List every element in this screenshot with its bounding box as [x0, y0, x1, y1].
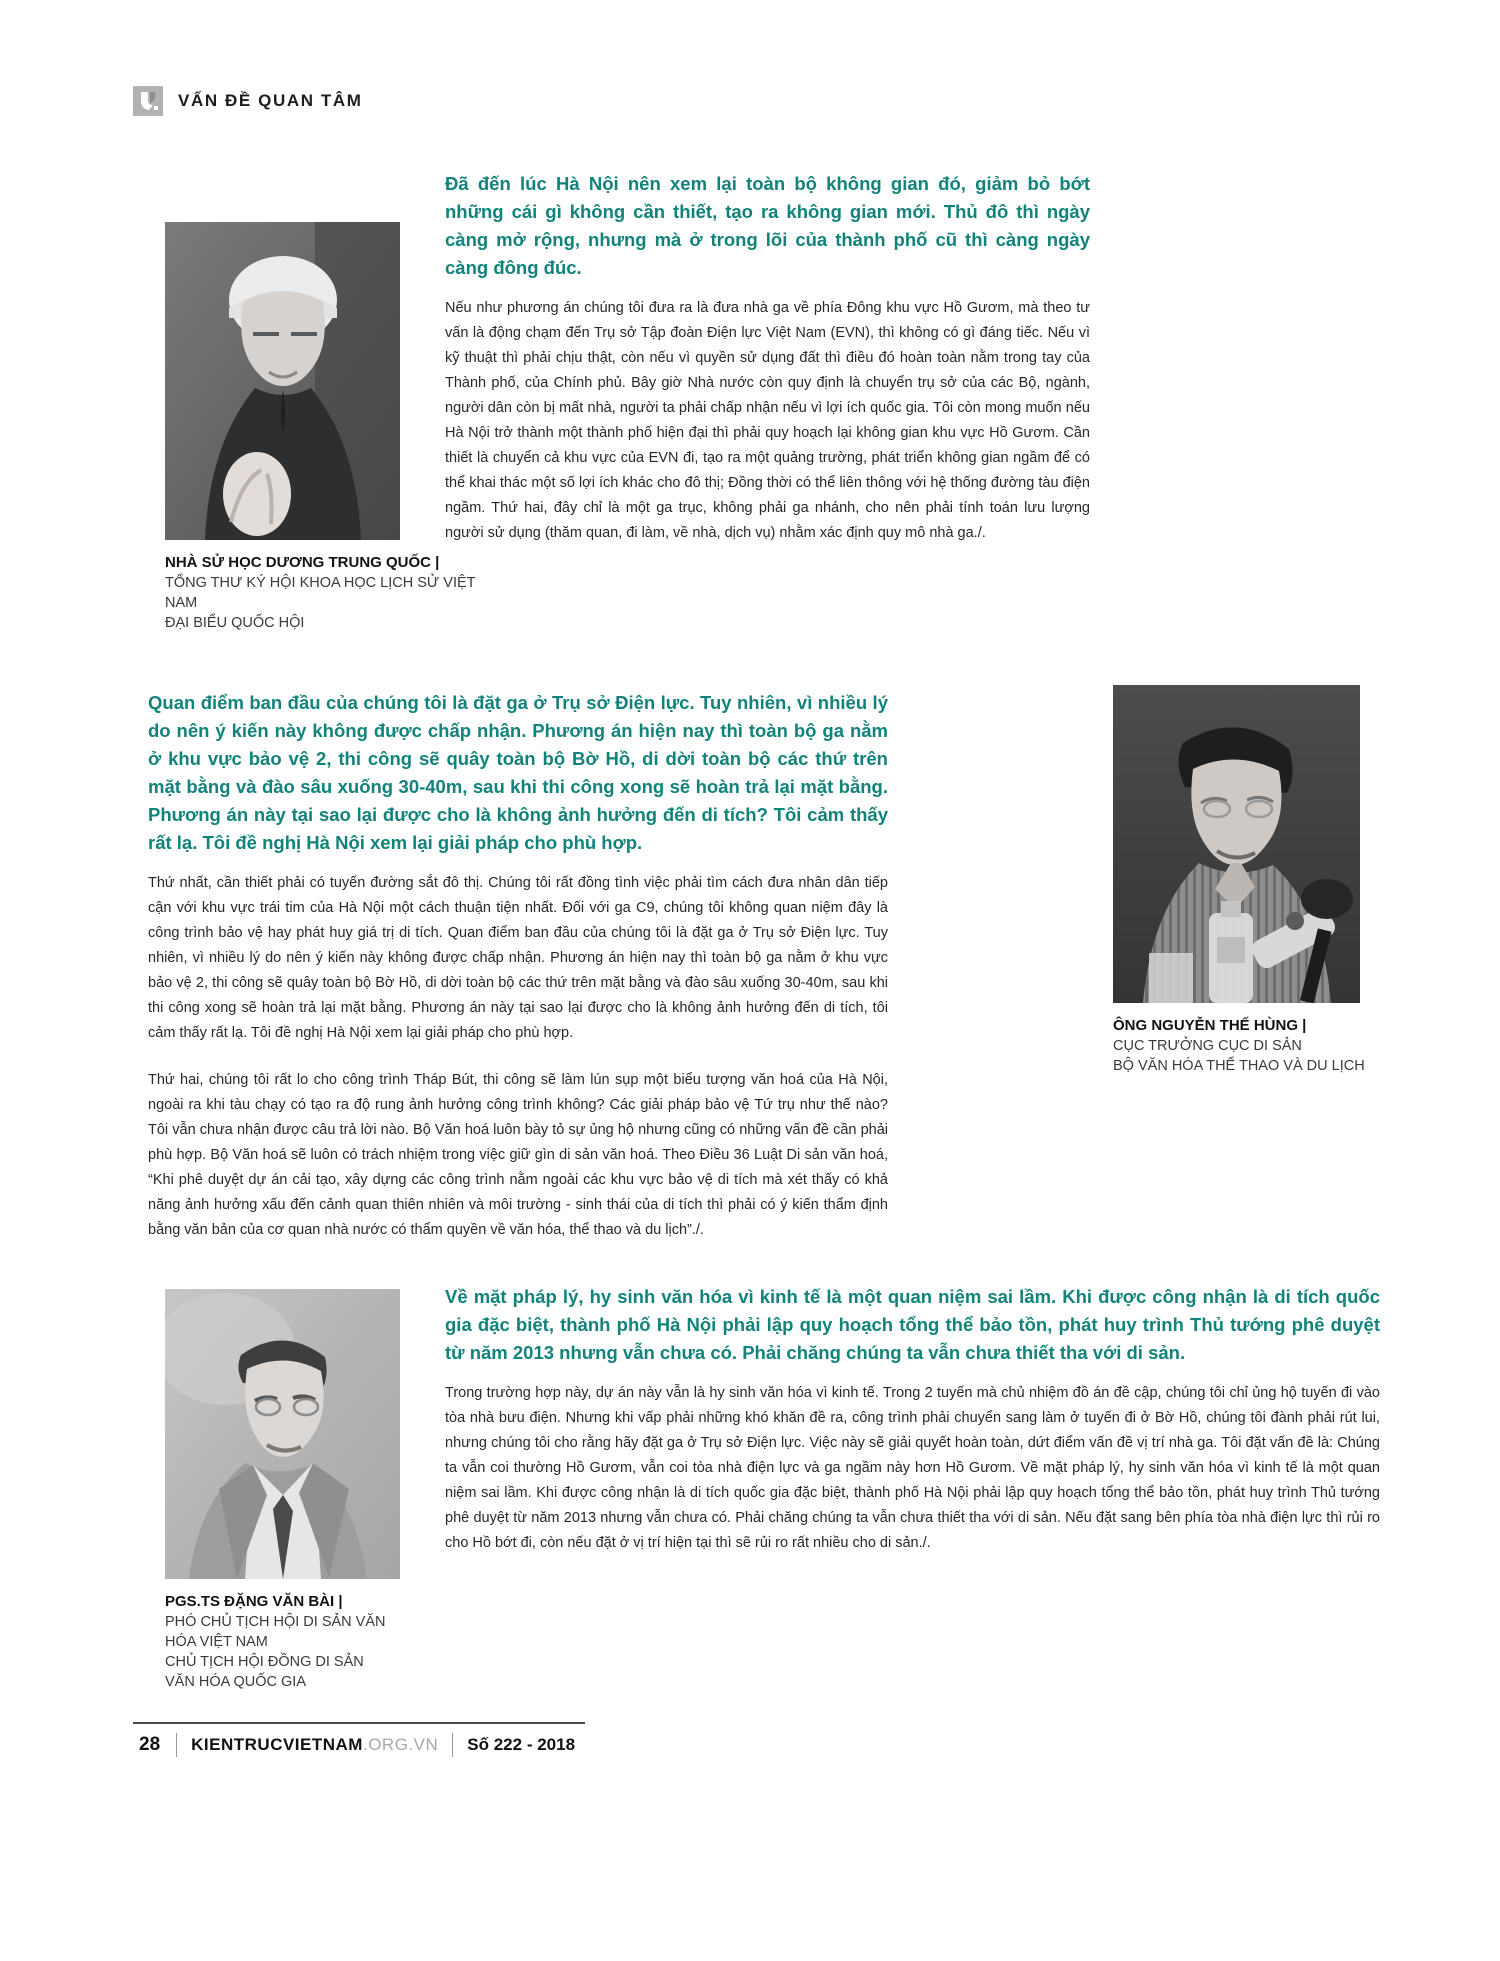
body-paragraph: Thứ nhất, cần thiết phải có tuyến đường sắt đô thị. Chúng tôi rất đồng tình việc phải tìm cách đưa nhân dân tiếp cận với khu vực trái tim của Hà Nội một cách thuận tiện nhất. Đối với ga C9, chúng tôi không quan niệm đây là công trình bảo vệ hay phát huy giá trị di tích. Quan điểm ban đầu của chúng tôi là đặt ga ở Trụ sở Điện lực. Tuy nhiên, vì nhiều lý do nên ý kiến này không được chấp nhận. Phương án hiện nay thì toàn bộ ga nằm ở khu vực bảo vệ 2, thi công sẽ quây toàn bộ Bờ Hồ, di dời toàn bộ các thứ trên mặt bằng và đào sâu xuống 30-40m, sau khi thi công xong sẽ hoàn trả lại mặt bằng. Phương án này tại sao lại được cho là không ảnh hưởng đến di tích, tôi cảm thấy rất lạ. Tôi đề nghị Hà Nội xem lại giải pháp cho phù hợp. — [148, 875, 888, 1041]
caption-role: CỤC TRƯỞNG CỤC DI SẢN — [1113, 1038, 1302, 1054]
body-paragraph: Nếu như phương án chúng tôi đưa ra là đưa nhà ga về phía Đông khu vực Hồ Gươm, mà theo tư vấn là động chạm đến Trụ sở Tập đoàn Điện lực Việt Nam (EVN), thì không có gì đáng tiếc. Nếu vì kỹ thuật thì phải chịu thật, còn nếu vì quyền sử dụng đất thì điều đó hoàn toàn nằm trong tay của Thành phố, của Chính phủ. Bây giờ Nhà nước còn quy định là chuyển trụ sở của các Bộ, ngành, người dân còn bị mất nhà, người ta phải chấp nhận nếu vì lợi ích quốc gia. Tôi còn mong muốn nếu Hà Nội trở thành một thành phố hiện đại thì phải quy hoạch lại không gian khu vực Hồ Gươm. Cần thiết là chuyển cả khu vực của EVN đi, tạo ra một quảng trường, phát triển không gian ngầm để có thể khai thác một số lợi ích khác cho đô thị; Đồng thời có thể liên thông với hệ thống đường tàu điện ngầm. Thứ hai, đây chỉ là một ga trục, không phải ga nhánh, cho nên phải tính toán lưu lượng người sử dụng (thăm quan, đi làm, về nhà, dịch vụ) nhằm xác định quy mô nhà ga./. — [445, 300, 1090, 541]
text-column — [445, 1283, 1380, 1556]
footer-site-suffix: .ORG.VN — [362, 1735, 439, 1754]
caption-name: NHÀ SỬ HỌC DƯƠNG TRUNG QUỐC | — [165, 554, 440, 571]
caption-name: PGS.TS ĐẶNG VĂN BÀI | — [165, 1593, 343, 1610]
section-duong-trung-quoc — [133, 170, 1380, 633]
photo-column — [165, 1289, 400, 1692]
page-content — [133, 170, 1380, 1757]
caption-role: ĐẠI BIỂU QUỐC HỘI — [165, 615, 305, 631]
page-title: VẤN ĐỀ QUAN TÂM — [178, 91, 363, 110]
caption-role: CHỦ TỊCH HỘI ĐỒNG DI SẢN VĂN HÓA QUỐC GIA — [165, 1654, 364, 1690]
caption-role: TỔNG THƯ KÝ HỘI KHOA HỌC LỊCH SỬ VIỆT NAM — [165, 575, 476, 611]
pull-quote: Về mặt pháp lý, hy sinh văn hóa vì kinh tế là một quan niệm sai lầm. Khi được công nhận là di tích quốc gia đặc biệt, thành phố Hà Nội phải lập quy hoạch tổng thể bảo tồn, phát huy trình Thủ tướng phê duyệt từ năm 2013 nhưng vẫn chưa có. Phải chăng chúng ta vẫn chưa thiết tha với di sản. — [445, 1286, 1380, 1363]
page-footer — [133, 1722, 585, 1757]
text-column — [445, 170, 1090, 546]
portrait-nguyen-the-hung-photo — [1113, 685, 1360, 1003]
section-nguyen-the-hung — [133, 689, 1380, 1243]
body-paragraph: Trong trường hợp này, dự án này vẫn là hy sinh văn hóa vì kinh tế. Trong 2 tuyến mà chủ nhiệm đồ án đề cập, chúng tôi chỉ ủng hộ tuyến đi vào tòa nhà bưu điện. Nhưng khi vấp phải những khó khăn đề ra, công trình phải chuyển sang làm ở tuyến đi ở Bờ Hồ, chúng tôi đành phải rút lui, nhưng chúng tôi cho rằng hãy đặt ga ở Trụ sở Điện lực. Việc này sẽ giải quyết hoàn toàn, dứt điểm vấn đề vị trí nhà ga. Tôi đặt vấn đề là: Chúng ta vẫn coi thường Hồ Gươm, vẫn coi tòa nhà điện lực và ga ngầm này hơn Hồ Gươm. Về mặt pháp lý, hy sinh văn hóa vì kinh tế là một quan niệm sai lầm. Khi được công nhận là di tích quốc gia đặc biệt, thành phố Hà Nội phải lập quy hoạch tổng thể bảo tồn, phát huy trình Thủ tướng phê duyệt từ năm 2013 nhưng vẫn chưa có. Phải chăng chúng ta vẫn chưa thiết tha với di sản. Nếu đặt sang bên phía tòa nhà điện lực thì rủi ro cho Hồ bớt đi, còn nếu đặt ở vị trí hiện tại thì sẽ rủi ro rất nhiều cho di sản./. — [445, 1385, 1380, 1551]
photo-column — [1113, 685, 1365, 1076]
caption-name: ÔNG NGUYỄN THẾ HÙNG | — [1113, 1017, 1307, 1034]
portrait-duong-trung-quoc-photo — [165, 222, 400, 540]
section-dang-van-bai — [133, 1283, 1380, 1692]
text-column — [148, 689, 888, 1243]
photo-caption — [1113, 1015, 1393, 1076]
caption-role: PHÓ CHỦ TỊCH HỘI DI SẢN VĂN HÓA VIỆT NAM — [165, 1614, 386, 1650]
photo-column — [165, 170, 476, 633]
body-paragraph: Thứ hai, chúng tôi rất lo cho công trình Tháp Bút, thi công sẽ làm lún sụp một biểu tượng văn hoá của Hà Nội, ngoài ra khi tàu chạy có tạo ra độ rung ảnh hưởng công trình không? Các giải pháp bảo vệ Tứ trụ như thế nào? Tôi vẫn chưa nhận được câu trả lời nào. Bộ Văn hoá luôn bày tỏ sự ủng hộ nhưng cũng có những vấn đề cần phải phù hợp. Bộ Văn hoá sẽ luôn có trách nhiệm trong việc giữ gìn di sản văn hoá. Theo Điều 36 Luật Di sản văn hoá, “Khi phê duyệt dự án cải tạo, xây dựng các công trình nằm ngoài các khu vực bảo vệ di tích mà xét thấy có khả năng ảnh hưởng xấu đến cảnh quan thiên nhiên và môi trường - sinh thái của di tích thì phải có ý kiến thẩm định bằng văn bản của cơ quan nhà nước có thẩm quyền về văn hóa, thể thao và du lịch”./. — [148, 1072, 888, 1238]
caption-role: BỘ VĂN HÓA THỂ THAO VÀ DU LỊCH — [1113, 1058, 1365, 1074]
pull-quote: Quan điểm ban đầu của chúng tôi là đặt ga ở Trụ sở Điện lực. Tuy nhiên, vì nhiều lý do nên ý kiến này không được chấp nhận. Phương án hiện nay thì toàn bộ ga nằm ở khu vực bảo vệ 2, thi công sẽ quây toàn bộ Bờ Hồ, di dời toàn bộ các thứ trên mặt bằng và đào sâu xuống 30-40m, sau khi thi công xong sẽ hoàn trả lại mặt bằng. Phương án này tại sao lại được cho là không ảnh hưởng đến di tích? Tôi cảm thấy rất lạ. Tôi đề nghị Hà Nội xem lại giải pháp cho phù hợp. — [148, 692, 888, 853]
page-header — [133, 86, 363, 116]
footer-site — [177, 1735, 452, 1755]
portrait-dang-van-bai-photo — [165, 1289, 400, 1579]
footer-site-bold: KIENTRUCVIETNAM — [191, 1735, 363, 1754]
footer-issue: Số 222 - 2018 — [467, 1735, 576, 1754]
kientrucvietnam-logo-icon — [133, 86, 163, 116]
photo-caption — [165, 552, 505, 633]
page-number: 28 — [139, 1734, 161, 1755]
pull-quote: Đã đến lúc Hà Nội nên xem lại toàn bộ không gian đó, giảm bỏ bớt những cái gì không cần thiết, tạo ra không gian mới. Thủ đô thì ngày càng mở rộng, nhưng mà ở trong lõi của thành phố cũ thì càng ngày càng đông đúc. — [445, 173, 1090, 278]
photo-caption — [165, 1591, 390, 1692]
